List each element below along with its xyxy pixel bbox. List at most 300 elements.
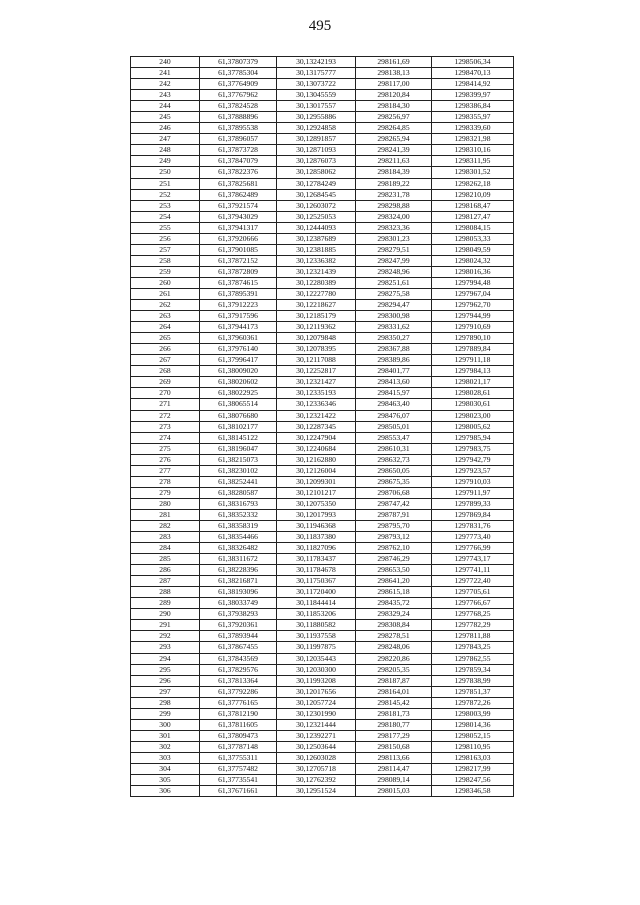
y-coordinate-cell: 1297768,25 (432, 609, 514, 620)
table-row (131, 388, 514, 399)
coordinates-table (130, 56, 514, 797)
table-row (131, 145, 514, 156)
y-coordinate-cell: 1297911,18 (432, 355, 514, 366)
longitude-cell: 30,12321444 (277, 719, 356, 730)
table-row (131, 68, 514, 79)
x-coordinate-cell: 298113,66 (356, 752, 432, 763)
latitude-cell: 61,38022925 (200, 388, 277, 399)
y-coordinate-cell: 1297910,69 (432, 322, 514, 333)
latitude-cell: 61,37888896 (200, 112, 277, 123)
y-coordinate-cell: 1297766,99 (432, 543, 514, 554)
longitude-cell: 30,11993208 (277, 675, 356, 686)
point-number-cell: 290 (131, 609, 200, 620)
x-coordinate-cell: 298264,85 (356, 123, 432, 134)
table-row (131, 200, 514, 211)
x-coordinate-cell: 298248,96 (356, 266, 432, 277)
table-row (131, 476, 514, 487)
latitude-cell: 61,37809473 (200, 730, 277, 741)
y-coordinate-cell: 1298005,62 (432, 421, 514, 432)
latitude-cell: 61,37755311 (200, 752, 277, 763)
latitude-cell: 61,37976140 (200, 344, 277, 355)
latitude-cell: 61,38193096 (200, 587, 277, 598)
point-number-cell: 261 (131, 288, 200, 299)
y-coordinate-cell: 1298049,59 (432, 244, 514, 255)
x-coordinate-cell: 298015,03 (356, 786, 432, 797)
x-coordinate-cell: 298231,78 (356, 189, 432, 200)
x-coordinate-cell: 298401,77 (356, 366, 432, 377)
latitude-cell: 61,37912223 (200, 300, 277, 311)
x-coordinate-cell: 298180,77 (356, 719, 432, 730)
point-number-cell: 295 (131, 664, 200, 675)
y-coordinate-cell: 1297889,84 (432, 344, 514, 355)
point-number-cell: 275 (131, 443, 200, 454)
x-coordinate-cell: 298181,73 (356, 708, 432, 719)
y-coordinate-cell: 1297872,26 (432, 697, 514, 708)
y-coordinate-cell: 1298311,95 (432, 156, 514, 167)
longitude-cell: 30,12017993 (277, 509, 356, 520)
y-coordinate-cell: 1298321,98 (432, 134, 514, 145)
x-coordinate-cell: 298747,42 (356, 498, 432, 509)
y-coordinate-cell: 1297811,88 (432, 631, 514, 642)
point-number-cell: 280 (131, 498, 200, 509)
longitude-cell: 30,12525053 (277, 211, 356, 222)
latitude-cell: 61,38102177 (200, 421, 277, 432)
latitude-cell: 61,37920361 (200, 620, 277, 631)
x-coordinate-cell: 298251,61 (356, 277, 432, 288)
latitude-cell: 61,37862489 (200, 189, 277, 200)
latitude-cell: 61,38228396 (200, 565, 277, 576)
longitude-cell: 30,11720400 (277, 587, 356, 598)
longitude-cell: 30,12336346 (277, 399, 356, 410)
y-coordinate-cell: 1298023,00 (432, 410, 514, 421)
x-coordinate-cell: 298762,10 (356, 543, 432, 554)
y-coordinate-cell: 1298021,17 (432, 377, 514, 388)
latitude-cell: 61,38065514 (200, 399, 277, 410)
table-row (131, 255, 514, 266)
longitude-cell: 30,12392271 (277, 730, 356, 741)
x-coordinate-cell: 298706,68 (356, 487, 432, 498)
longitude-cell: 30,12227780 (277, 288, 356, 299)
y-coordinate-cell: 1297843,25 (432, 642, 514, 653)
x-coordinate-cell: 298211,63 (356, 156, 432, 167)
table-row (131, 288, 514, 299)
table-row (131, 631, 514, 642)
table-row (131, 642, 514, 653)
point-number-cell: 273 (131, 421, 200, 432)
y-coordinate-cell: 1297944,99 (432, 311, 514, 322)
table-row (131, 432, 514, 443)
y-coordinate-cell: 1298310,16 (432, 145, 514, 156)
table-row (131, 664, 514, 675)
latitude-cell: 61,37920666 (200, 233, 277, 244)
y-coordinate-cell: 1298262,18 (432, 178, 514, 189)
y-coordinate-cell: 1297899,33 (432, 498, 514, 509)
latitude-cell: 61,38316793 (200, 498, 277, 509)
x-coordinate-cell: 298256,97 (356, 112, 432, 123)
longitude-cell: 30,12126004 (277, 465, 356, 476)
latitude-cell: 61,37960361 (200, 333, 277, 344)
point-number-cell: 296 (131, 675, 200, 686)
y-coordinate-cell: 1297782,29 (432, 620, 514, 631)
y-coordinate-cell: 1297962,70 (432, 300, 514, 311)
longitude-cell: 30,12078395 (277, 344, 356, 355)
latitude-cell: 61,37776165 (200, 697, 277, 708)
x-coordinate-cell: 298247,99 (356, 255, 432, 266)
point-number-cell: 276 (131, 454, 200, 465)
x-coordinate-cell: 298278,51 (356, 631, 432, 642)
point-number-cell: 260 (131, 277, 200, 288)
x-coordinate-cell: 298615,18 (356, 587, 432, 598)
longitude-cell: 30,12684545 (277, 189, 356, 200)
point-number-cell: 240 (131, 57, 200, 68)
latitude-cell: 61,38326482 (200, 543, 277, 554)
latitude-cell: 61,37873728 (200, 145, 277, 156)
point-number-cell: 271 (131, 399, 200, 410)
latitude-cell: 61,37825681 (200, 178, 277, 189)
longitude-cell: 30,11880582 (277, 620, 356, 631)
longitude-cell: 30,12381885 (277, 244, 356, 255)
point-number-cell: 257 (131, 244, 200, 255)
x-coordinate-cell: 298653,50 (356, 565, 432, 576)
point-number-cell: 300 (131, 719, 200, 730)
point-number-cell: 289 (131, 598, 200, 609)
latitude-cell: 61,38215073 (200, 454, 277, 465)
table-row (131, 123, 514, 134)
x-coordinate-cell: 298189,22 (356, 178, 432, 189)
x-coordinate-cell: 298329,24 (356, 609, 432, 620)
x-coordinate-cell: 298367,88 (356, 344, 432, 355)
x-coordinate-cell: 298675,35 (356, 476, 432, 487)
table-row (131, 587, 514, 598)
longitude-cell: 30,12240684 (277, 443, 356, 454)
longitude-cell: 30,12336382 (277, 255, 356, 266)
table-row (131, 719, 514, 730)
point-number-cell: 243 (131, 90, 200, 101)
x-coordinate-cell: 298323,36 (356, 222, 432, 233)
point-number-cell: 253 (131, 200, 200, 211)
longitude-cell: 30,12119362 (277, 322, 356, 333)
longitude-cell: 30,11784678 (277, 565, 356, 576)
table-row (131, 399, 514, 410)
longitude-cell: 30,11997875 (277, 642, 356, 653)
longitude-cell: 30,12057724 (277, 697, 356, 708)
table-row (131, 57, 514, 68)
latitude-cell: 61,37893944 (200, 631, 277, 642)
point-number-cell: 279 (131, 487, 200, 498)
table-row (131, 708, 514, 719)
point-number-cell: 269 (131, 377, 200, 388)
y-coordinate-cell: 1298110,95 (432, 741, 514, 752)
latitude-cell: 61,38020602 (200, 377, 277, 388)
point-number-cell: 263 (131, 311, 200, 322)
x-coordinate-cell: 298746,29 (356, 554, 432, 565)
longitude-cell: 30,12099301 (277, 476, 356, 487)
table-row (131, 454, 514, 465)
y-coordinate-cell: 1298210,09 (432, 189, 514, 200)
longitude-cell: 30,11844414 (277, 598, 356, 609)
table-row (131, 598, 514, 609)
latitude-cell: 61,38033749 (200, 598, 277, 609)
y-coordinate-cell: 1298053,33 (432, 233, 514, 244)
y-coordinate-cell: 1297985,94 (432, 432, 514, 443)
table-row (131, 277, 514, 288)
table-row (131, 222, 514, 233)
longitude-cell: 30,12218627 (277, 300, 356, 311)
y-coordinate-cell: 1298084,15 (432, 222, 514, 233)
point-number-cell: 241 (131, 68, 200, 79)
y-coordinate-cell: 1297862,55 (432, 653, 514, 664)
table-row (131, 554, 514, 565)
y-coordinate-cell: 1298168,47 (432, 200, 514, 211)
table-row (131, 101, 514, 112)
x-coordinate-cell: 298641,20 (356, 576, 432, 587)
longitude-cell: 30,12252817 (277, 366, 356, 377)
x-coordinate-cell: 298632,73 (356, 454, 432, 465)
point-number-cell: 302 (131, 741, 200, 752)
table-row (131, 344, 514, 355)
x-coordinate-cell: 298300,98 (356, 311, 432, 322)
table-row (131, 156, 514, 167)
x-coordinate-cell: 298161,69 (356, 57, 432, 68)
point-number-cell: 256 (131, 233, 200, 244)
point-number-cell: 249 (131, 156, 200, 167)
point-number-cell: 250 (131, 167, 200, 178)
x-coordinate-cell: 298265,94 (356, 134, 432, 145)
longitude-cell: 30,12117088 (277, 355, 356, 366)
y-coordinate-cell: 1298346,58 (432, 786, 514, 797)
longitude-cell: 30,12784249 (277, 178, 356, 189)
table-row (131, 211, 514, 222)
y-coordinate-cell: 1297942,79 (432, 454, 514, 465)
latitude-cell: 61,37822376 (200, 167, 277, 178)
latitude-cell: 61,37996417 (200, 355, 277, 366)
table-row (131, 532, 514, 543)
table-row (131, 79, 514, 90)
latitude-cell: 61,37872809 (200, 266, 277, 277)
y-coordinate-cell: 1297766,67 (432, 598, 514, 609)
y-coordinate-cell: 1297831,76 (432, 520, 514, 531)
point-number-cell: 245 (131, 112, 200, 123)
longitude-cell: 30,12876073 (277, 156, 356, 167)
x-coordinate-cell: 298415,97 (356, 388, 432, 399)
table-row (131, 266, 514, 277)
point-number-cell: 244 (131, 101, 200, 112)
y-coordinate-cell: 1297984,13 (432, 366, 514, 377)
table-row (131, 775, 514, 786)
latitude-cell: 61,37813364 (200, 675, 277, 686)
latitude-cell: 61,37735541 (200, 775, 277, 786)
x-coordinate-cell: 298138,13 (356, 68, 432, 79)
y-coordinate-cell: 1297923,57 (432, 465, 514, 476)
table-row (131, 333, 514, 344)
table-row (131, 686, 514, 697)
longitude-cell: 30,13045559 (277, 90, 356, 101)
latitude-cell: 61,38009020 (200, 366, 277, 377)
y-coordinate-cell: 1298414,92 (432, 79, 514, 90)
table-row (131, 189, 514, 200)
longitude-cell: 30,11827096 (277, 543, 356, 554)
x-coordinate-cell: 298324,00 (356, 211, 432, 222)
table-row (131, 697, 514, 708)
x-coordinate-cell: 298145,42 (356, 697, 432, 708)
y-coordinate-cell: 1298127,47 (432, 211, 514, 222)
point-number-cell: 255 (131, 222, 200, 233)
latitude-cell: 61,37757482 (200, 764, 277, 775)
latitude-cell: 61,37944173 (200, 322, 277, 333)
point-number-cell: 248 (131, 145, 200, 156)
longitude-cell: 30,11783437 (277, 554, 356, 565)
table-row (131, 421, 514, 432)
y-coordinate-cell: 1298016,36 (432, 266, 514, 277)
y-coordinate-cell: 1298052,15 (432, 730, 514, 741)
table-row (131, 300, 514, 311)
table-row (131, 377, 514, 388)
table-row (131, 498, 514, 509)
longitude-cell: 30,12603028 (277, 752, 356, 763)
x-coordinate-cell: 298553,47 (356, 432, 432, 443)
longitude-cell: 30,12858062 (277, 167, 356, 178)
x-coordinate-cell: 298220,86 (356, 653, 432, 664)
latitude-cell: 61,37787148 (200, 741, 277, 752)
point-number-cell: 254 (131, 211, 200, 222)
y-coordinate-cell: 1298386,84 (432, 101, 514, 112)
point-number-cell: 294 (131, 653, 200, 664)
point-number-cell: 298 (131, 697, 200, 708)
x-coordinate-cell: 298476,07 (356, 410, 432, 421)
longitude-cell: 30,12035443 (277, 653, 356, 664)
point-number-cell: 292 (131, 631, 200, 642)
longitude-cell: 30,12871093 (277, 145, 356, 156)
latitude-cell: 61,38145122 (200, 432, 277, 443)
y-coordinate-cell: 1298301,52 (432, 167, 514, 178)
latitude-cell: 61,37895391 (200, 288, 277, 299)
point-number-cell: 304 (131, 764, 200, 775)
table-row (131, 741, 514, 752)
table-row (131, 410, 514, 421)
y-coordinate-cell: 1297869,84 (432, 509, 514, 520)
latitude-cell: 61,38358319 (200, 520, 277, 531)
longitude-cell: 30,12247904 (277, 432, 356, 443)
table-row (131, 487, 514, 498)
longitude-cell: 30,13073722 (277, 79, 356, 90)
point-number-cell: 258 (131, 255, 200, 266)
y-coordinate-cell: 1298355,97 (432, 112, 514, 123)
longitude-cell: 30,12924858 (277, 123, 356, 134)
y-coordinate-cell: 1298014,36 (432, 719, 514, 730)
table-row (131, 366, 514, 377)
latitude-cell: 61,38280587 (200, 487, 277, 498)
table-row (131, 443, 514, 454)
y-coordinate-cell: 1297838,99 (432, 675, 514, 686)
latitude-cell: 61,37671661 (200, 786, 277, 797)
point-number-cell: 265 (131, 333, 200, 344)
point-number-cell: 264 (131, 322, 200, 333)
longitude-cell: 30,11946368 (277, 520, 356, 531)
longitude-cell: 30,12603072 (277, 200, 356, 211)
y-coordinate-cell: 1297911,97 (432, 487, 514, 498)
x-coordinate-cell: 298787,91 (356, 509, 432, 520)
y-coordinate-cell: 1297983,75 (432, 443, 514, 454)
longitude-cell: 30,12075350 (277, 498, 356, 509)
table-row (131, 576, 514, 587)
x-coordinate-cell: 298120,84 (356, 90, 432, 101)
point-number-cell: 305 (131, 775, 200, 786)
x-coordinate-cell: 298248,06 (356, 642, 432, 653)
table-row (131, 730, 514, 741)
table-row (131, 752, 514, 763)
page-number: 495 (308, 18, 332, 34)
latitude-cell: 61,37847079 (200, 156, 277, 167)
table-row (131, 609, 514, 620)
latitude-cell: 61,37941317 (200, 222, 277, 233)
x-coordinate-cell: 298275,58 (356, 288, 432, 299)
longitude-cell: 30,12287345 (277, 421, 356, 432)
y-coordinate-cell: 1298024,32 (432, 255, 514, 266)
point-number-cell: 303 (131, 752, 200, 763)
x-coordinate-cell: 298308,84 (356, 620, 432, 631)
x-coordinate-cell: 298164,01 (356, 686, 432, 697)
point-number-cell: 297 (131, 686, 200, 697)
point-number-cell: 247 (131, 134, 200, 145)
point-number-cell: 299 (131, 708, 200, 719)
longitude-cell: 30,12162880 (277, 454, 356, 465)
longitude-cell: 30,12705718 (277, 764, 356, 775)
y-coordinate-cell: 1297910,03 (432, 476, 514, 487)
y-coordinate-cell: 1298030,61 (432, 399, 514, 410)
point-number-cell: 282 (131, 520, 200, 531)
y-coordinate-cell: 1297722,40 (432, 576, 514, 587)
latitude-cell: 61,37792286 (200, 686, 277, 697)
table-row (131, 178, 514, 189)
point-number-cell: 278 (131, 476, 200, 487)
point-number-cell: 272 (131, 410, 200, 421)
x-coordinate-cell: 298463,40 (356, 399, 432, 410)
y-coordinate-cell: 1297851,37 (432, 686, 514, 697)
point-number-cell: 288 (131, 587, 200, 598)
longitude-cell: 30,12079848 (277, 333, 356, 344)
x-coordinate-cell: 298294,47 (356, 300, 432, 311)
x-coordinate-cell: 298350,27 (356, 333, 432, 344)
y-coordinate-cell: 1298506,34 (432, 57, 514, 68)
y-coordinate-cell: 1298163,03 (432, 752, 514, 763)
longitude-cell: 30,12101217 (277, 487, 356, 498)
latitude-cell: 61,37872152 (200, 255, 277, 266)
latitude-cell: 61,37764909 (200, 79, 277, 90)
point-number-cell: 267 (131, 355, 200, 366)
latitude-cell: 61,38352332 (200, 509, 277, 520)
latitude-cell: 61,37895538 (200, 123, 277, 134)
x-coordinate-cell: 298505,01 (356, 421, 432, 432)
latitude-cell: 61,37896057 (200, 134, 277, 145)
y-coordinate-cell: 1297994,48 (432, 277, 514, 288)
point-number-cell: 283 (131, 532, 200, 543)
point-number-cell: 246 (131, 123, 200, 134)
latitude-cell: 61,37807379 (200, 57, 277, 68)
point-number-cell: 262 (131, 300, 200, 311)
point-number-cell: 284 (131, 543, 200, 554)
latitude-cell: 61,37767962 (200, 90, 277, 101)
latitude-cell: 61,37812190 (200, 708, 277, 719)
y-coordinate-cell: 1298247,56 (432, 775, 514, 786)
longitude-cell: 30,13175777 (277, 68, 356, 79)
x-coordinate-cell: 298610,31 (356, 443, 432, 454)
longitude-cell: 30,12185179 (277, 311, 356, 322)
longitude-cell: 30,12321422 (277, 410, 356, 421)
latitude-cell: 61,37874615 (200, 277, 277, 288)
y-coordinate-cell: 1298217,99 (432, 764, 514, 775)
table-row (131, 311, 514, 322)
latitude-cell: 61,37943029 (200, 211, 277, 222)
